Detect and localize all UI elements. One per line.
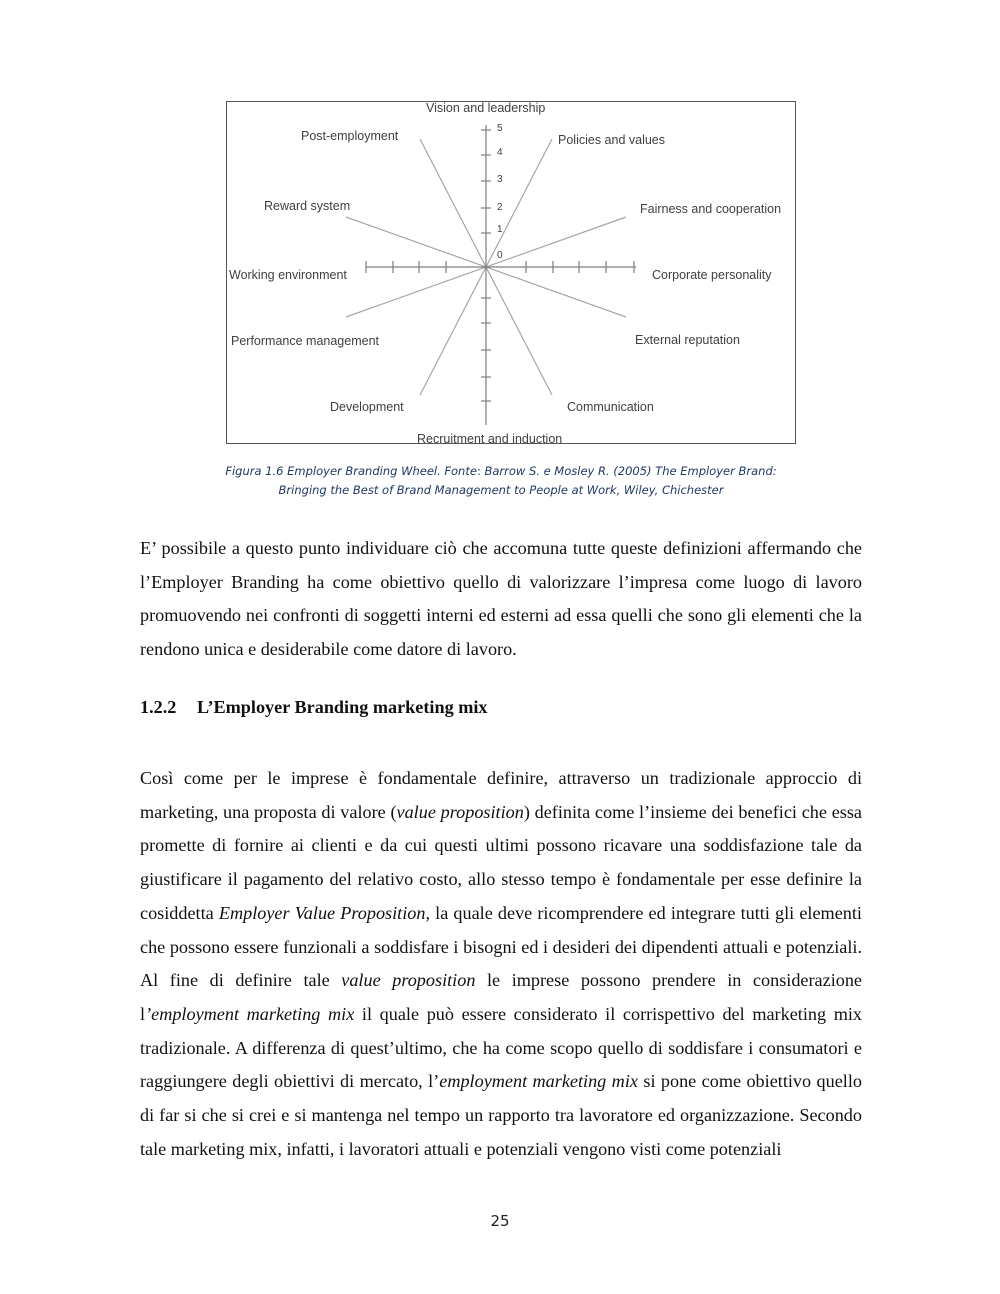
caption-title: Figura 1.6 Employer Branding Wheel. Fonte xyxy=(225,464,477,478)
caption-line-1 xyxy=(140,462,862,481)
paragraph-marketing-mix xyxy=(140,762,862,1166)
text-run: Così come per le imprese è fondamentale definire, attraverso un tradizionale approccio di marketing, una proposta di valore ( xyxy=(140,768,862,822)
spoke-label-performance: Performance management xyxy=(231,334,379,348)
spoke-label-recruitment: Recruitment and induction xyxy=(417,432,563,446)
section-heading xyxy=(140,697,488,718)
italic-term: value proposition xyxy=(396,801,524,822)
section-title: L’Employer Branding marketing mix xyxy=(197,697,488,717)
employer-branding-wheel-figure xyxy=(226,101,796,444)
spoke-label-post: Post-employment xyxy=(301,129,399,143)
section-number: 1.2.2 xyxy=(140,697,177,717)
caption-colon: : xyxy=(476,464,481,478)
text-run: si pone come obiettivo quello di far si che si crei e si mantenga nel tempo un rapporto tra lavoratore ed organizzazione. Secondo tale marketing mix, infatti, i lavoratori attuali e potenziali vengono visti come potenziali xyxy=(140,1071,862,1159)
tick-label-4: 4 xyxy=(497,147,503,158)
italic-term: employment marketing mix xyxy=(439,1071,638,1092)
text-run: la quale deve ricomprendere ed integrare tutti gli elementi che possono essere funzionali a soddisfare i bisogni ed i desideri dei dipendenti attuali e potenziali. Al fine di definire tale xyxy=(140,902,862,991)
italic-term: ’employment marketing mix xyxy=(145,1003,355,1024)
text-run: le imprese possono prendere in considerazione l xyxy=(140,970,863,1024)
page-number: 25 xyxy=(490,1212,510,1230)
caption-source: Barrow S. e Mosley R. (2005) The Employer Brand: xyxy=(480,464,777,478)
spoke-label-corporate: Corporate personality xyxy=(652,268,772,282)
text-run: ) definita come l’insieme dei benefici che essa promette di fornire ai clienti e da cui questi ultimi possono ricavare una soddisfazione tale da giustificare il pagamento del relativo costo, allo stesso tempo è fondamentale per esse definire la cosiddetta xyxy=(140,801,862,923)
spoke-label-development: Development xyxy=(330,400,404,414)
tick-label-2: 2 xyxy=(497,202,503,213)
italic-term: Employer Value Proposition, xyxy=(218,902,431,923)
tick-label-1: 1 xyxy=(497,224,503,235)
caption-line-2: Bringing the Best of Brand Management to People at Work, Wiley, Chichester xyxy=(278,483,724,497)
tick-label-3: 3 xyxy=(497,174,503,185)
spoke-label-communication: Communication xyxy=(567,400,654,414)
spoke-label-working: Working environment xyxy=(229,268,347,282)
spoke-label-reward: Reward system xyxy=(264,199,351,213)
figure-caption xyxy=(140,462,862,500)
spoke-label-external: External reputation xyxy=(635,333,740,347)
spoke-label-fairness: Fairness and cooperation xyxy=(640,202,782,216)
paragraph-intro: E’ possibile a questo punto individuare ciò che accomuna tutte queste definizioni affermando che l’Employer Branding ha come obiettivo quello di valorizzare l’impresa come luogo di lavoro promuovendo nei confronti di soggetti interni ed esterni ad essa quelli che sono gli elementi che la rendono unica e desiderabile come datore di lavoro. xyxy=(140,538,862,660)
tick-label-0: 0 xyxy=(497,250,503,261)
axis-ticks xyxy=(366,125,636,425)
spoke-label-policies: Policies and values xyxy=(558,133,666,147)
spoke-label-vision: Vision and leadership xyxy=(426,101,546,115)
italic-term: value proposition xyxy=(341,970,476,991)
text-run: il quale può essere considerato il corrispettivo del marketing mix tradizionale. A differenza di quest’ultimo, che ha come scopo quello di soddisfare i consumatori e raggiungere degli obiettivi di mercato, l’ xyxy=(140,1003,862,1092)
tick-label-5: 5 xyxy=(497,123,503,134)
